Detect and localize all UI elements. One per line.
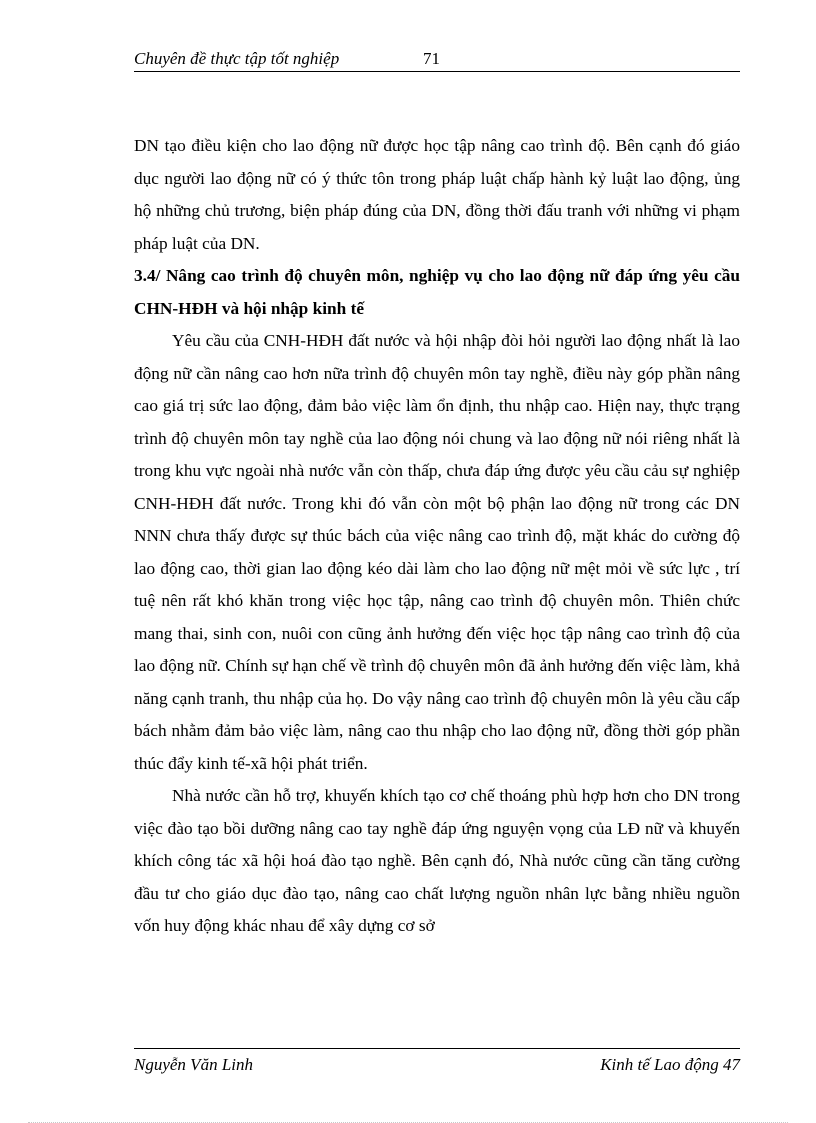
page-header — [134, 47, 740, 72]
page-number: 71 — [423, 49, 440, 68]
footer-author: Nguyễn Văn Linh — [134, 1055, 253, 1074]
section-heading: 3.4/ Nâng cao trình độ chuyên môn, nghiệp vụ cho lao động nữ đáp ứng yêu cầu CHN-HĐH và hội nhập kinh tế — [134, 266, 740, 318]
paragraph-2: Yêu cầu của CNH-HĐH đất nước và hội nhập đòi hỏi người lao động nhất là lao động nữ cần nâng cao hơn nữa trình độ chuyên môn tay nghề, điều này góp phần nâng cao giá trị sức lao động, đảm bảo việc làm ổn định, thu nhập cao. Hiện nay, thực trạng trình độ chuyên môn tay nghề của lao động nói chung và lao động nữ nói riêng nhất là trong khu vực ngoài nhà nước vẫn còn thấp, chưa đáp ứng được yêu cầu cảu sự nghiệp CNH-HĐH đất nước. Trong khi đó vẫn còn một bộ phận lao động nữ trong các DN NNN chưa thấy được sự thúc bách của việc nâng cao trình độ, mặt khác do cường độ lao động cao, thời gian lao động kéo dài làm cho lao động nữ mệt mỏi về sức lực , trí tuệ nên rất khó khăn trong việc học tập, nâng cao trình độ chuyên môn. Thiên chức mang thai, sinh con, nuôi con cũng ảnh hưởng đến việc học tập nâng cao trình độ của lao động nữ. Chính sự hạn chế về trình độ chuyên môn đã ảnh hưởng đến việc làm, khả năng cạnh tranh, thu nhập của họ. Do vậy nâng cao trình độ chuyên môn là yêu cầu cấp bách nhằm đảm bảo việc làm, nâng cao thu nhập cho lao động nữ, đồng thời góp phần thúc đẩy kinh tế-xã hội phát triển. — [134, 331, 740, 773]
header-title: Chuyên đề thực tập tốt nghiệp — [134, 49, 340, 68]
paragraph-3: Nhà nước cần hỗ trợ, khuyến khích tạo cơ chế thoáng phù hợp hơn cho DN trong việc đào tạo bồi dưỡng nâng cao tay nghề đáp ứng nguyện vọng của LĐ nữ và khuyến khích công tác xã hội hoá đào tạo nghề. Bên cạnh đó, Nhà nước cũng cần tăng cường đầu tư cho giáo dục đào tạo, nâng cao chất lượng nguồn nhân lực bằng nhiều nguồn vốn huy động khác nhau để xây dựng cơ sở — [134, 786, 740, 935]
page-footer — [134, 1048, 740, 1079]
paragraph-1: DN tạo điều kiện cho lao động nữ được học tập nâng cao trình độ. Bên cạnh đó giáo dục người lao động nữ có ý thức tôn trong pháp luật chấp hành kỷ luật lao động, ủng hộ những chủ trương, biện pháp đúng của DN, đồng thời đấu tranh với những vi phạm pháp luật của DN. — [134, 136, 740, 253]
footer-course: Kinh tế Lao động 47 — [600, 1055, 740, 1074]
document-body — [134, 130, 740, 943]
